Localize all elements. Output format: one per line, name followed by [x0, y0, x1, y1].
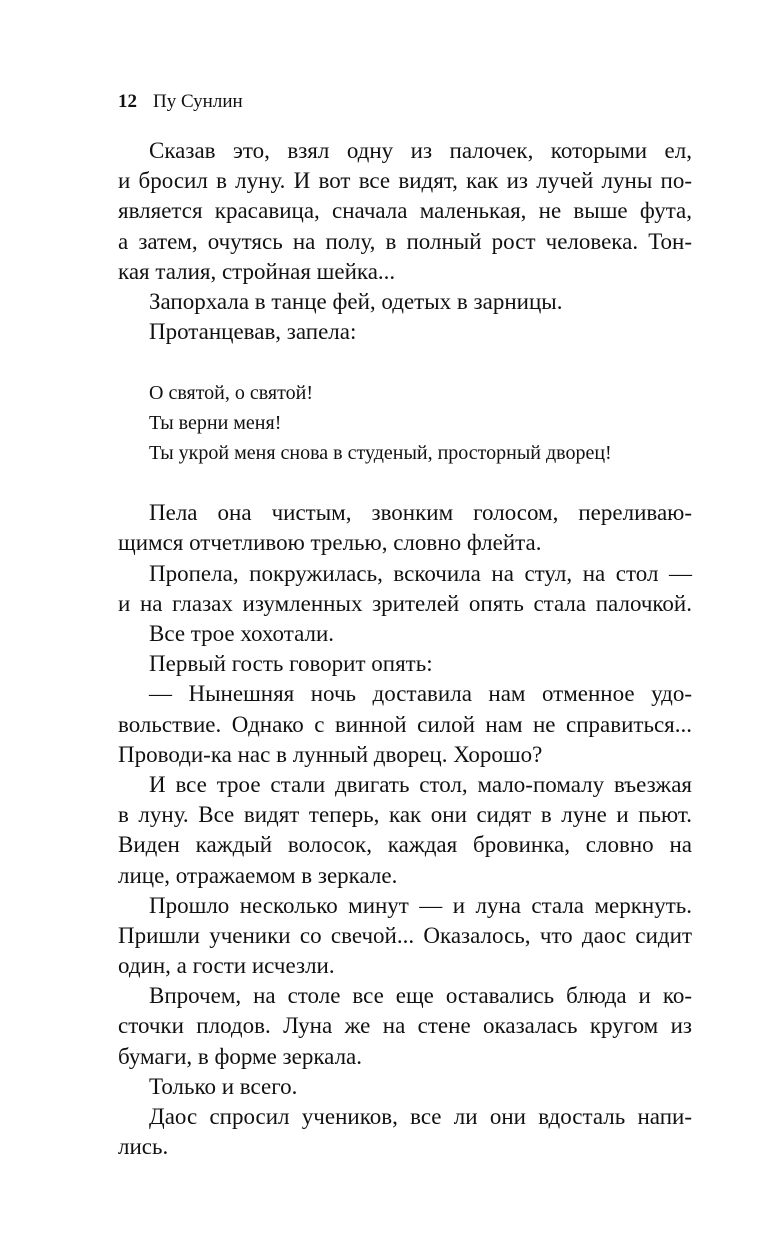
paragraph-11-line-2: сточки плодов. Луна же на стене оказалась кругом из	[118, 1013, 692, 1039]
paragraph-9-line-2: в луну. Все видят теперь, как они сидят в луне и пьют.	[118, 802, 692, 828]
paragraph-7: Первый гость говорит опять:	[149, 651, 433, 677]
paragraph-8-line-2: вольствие. Однако с винной силой нам не справиться...	[118, 711, 692, 737]
paragraph-11-line-3: бумаги, в форме зеркала.	[118, 1043, 363, 1069]
paragraph-1-line-2: и бросил в луну. И вот все видят, как из лучей луны по-	[118, 168, 692, 194]
paragraph-3: Протанцевав, запела:	[149, 319, 357, 345]
paragraph-5-line-2: и на глазах изумленных зрителей опять стала палочкой.	[118, 590, 692, 616]
paragraph-4-line-1: Пела она чистым, звонким голосом, переливаю-	[149, 500, 692, 526]
paragraph-9-line-3: Виден каждый волосок, каждая бровинка, словно на	[118, 832, 692, 858]
paragraph-5-line-1: Пропела, покружилась, вскочила на стул, на стол —	[149, 560, 692, 586]
paragraph-1-line-5: кая талия, стройная шейка...	[118, 258, 396, 284]
running-head	[118, 90, 243, 114]
paragraph-9-line-1: И все трое стали двигать стол, мало-помалу въезжая	[149, 771, 692, 797]
poem	[118, 378, 692, 469]
running-head-author: Пу Сунлин	[153, 91, 243, 112]
paragraph-6: Все трое хохотали.	[149, 621, 335, 646]
stanza-spacer-top	[118, 347, 692, 377]
poem-line-2: Ты верни меня!	[149, 411, 282, 434]
paragraph-8-line-3: Проводи-ка нас в лунный дворец. Хорошо?	[118, 741, 543, 767]
page-number: 12	[118, 91, 137, 112]
paragraph-8-line-1: — Нынешняя ночь доставила нам отменное удо-	[149, 681, 692, 707]
paragraph-4-line-2: щимся отчетливою трелью, словно флейта.	[118, 530, 542, 556]
stanza-spacer-bottom	[118, 468, 692, 498]
paragraph-11-line-1: Впрочем, на столе все еще оставались блюда и ко-	[149, 983, 692, 1009]
paragraph-10-line-3: один, а гости исчезли.	[118, 953, 335, 979]
paragraph-10-line-1: Прошло несколько минут — и луна стала меркнуть.	[149, 892, 692, 918]
body-text	[118, 136, 692, 1162]
paragraph-13-line-2: лись.	[118, 1134, 169, 1160]
paragraph-12: Только и всего.	[149, 1073, 298, 1099]
paragraph-1-line-3: является красавица, сначала маленькая, не выше фута,	[118, 198, 692, 224]
paragraph-1-line-1: Сказав это, взял одну из палочек, которыми ел,	[149, 138, 692, 163]
paragraph-10-line-2: Пришли ученики со свечой... Оказалось, что даос сидит	[118, 922, 692, 948]
poem-line-1: О святой, о святой!	[149, 381, 313, 404]
paragraph-13-line-1: Даос спросил учеников, все ли они вдосталь напи-	[149, 1104, 692, 1129]
poem-line-3: Ты укрой меня снова в студеный, просторный дворец!	[149, 441, 612, 464]
paragraph-1-line-4: а затем, очутясь на полу, в полный рост человека. Тон-	[118, 228, 692, 254]
paragraph-2: Запорхала в танце фей, одетых в зарницы.	[149, 288, 563, 314]
paragraph-9-line-4: лице, отражаемом в зеркале.	[118, 862, 398, 888]
